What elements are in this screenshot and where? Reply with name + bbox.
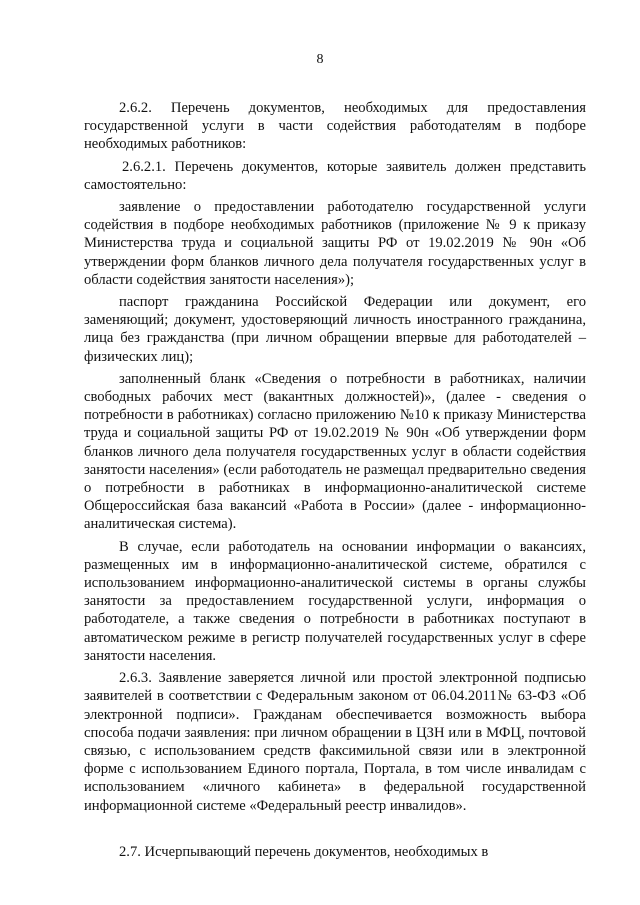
paragraph-2-6-2: 2.6.2. Перечень документов, необходимых для предоставления государственной услуги в части содействия работодателям в подборе необходимых работников: xyxy=(84,100,586,153)
document-body xyxy=(84,99,586,861)
paragraph-application: заявление о предоставлении работодателю государственной услуги содействия в подборе необходимых работников (приложение № 9 к приказу Министерства труда и социальной защиты РФ от 19.02.2019 № 90н «Об утверждении форм бланков личного дела получателя государственных услуг в области содействия занятости населения»); xyxy=(84,199,586,288)
paragraph-case-info-system: В случае, если работодатель на основании информации о вакансиях, размещенных им в информационно-аналитической системе, обратился с использованием информационно-аналитической системы в органы службы занятости за предоставлением государственной услуги, информация о работодателе, а также сведения о потребности в работниках поступают в автоматическом режиме в регистр получателей государственных услуг в сфере занятости населения. xyxy=(84,538,586,664)
paragraph-form-blank: заполненный бланк «Сведения о потребности в работниках, наличии свободных рабочих мест (вакантных должностей)», (далее - сведения о потребности в работниках) согласно приложению №10 к приказу Министерства труда и социальной защиты РФ от 19.02.2019 № 90н «Об утверждении форм бланков личного дела получателя государственных услуг в области содействия занятости населения» (если работодатель не размещал предварительно сведения о потребности в работниках в информационно-аналитической системе Общероссийская база вакансий «Работа в России» (далее - информационно-аналитическая система). xyxy=(84,370,586,533)
page-number: 8 xyxy=(316,52,324,67)
paragraph-2-6-2-1: 2.6.2.1. Перечень документов, которые заявитель должен представить самостоятельно: xyxy=(84,158,586,193)
paragraph-2-7: 2.7. Исчерпывающий перечень документов, необходимых в xyxy=(119,843,489,860)
paragraph-2-6-3: 2.6.3. Заявление заверяется личной или простой электронной подписью заявителей в соответствии с Федеральным законом от 06.04.2011№ 63-ФЗ «Об электронной подписи». Гражданам обеспечивается возможность выбора способа подачи заявления: при личном обращении в ЦЗН или в МФЦ, почтовой связью, с использованием средств факсимильной связи или в электронной форме с использованием Единого портала, Портала, в том числе инвалидам с использованием «личного кабинета» в федеральной государственной информационной системе «Федеральный реестр инвалидов». xyxy=(84,670,586,814)
paragraph-passport: паспорт гражданина Российской Федерации или документ, его заменяющий; документ, удостоверяющий личность иностранного гражданина, лица без гражданства (при личном обращении впервые для работодателей – физических лиц); xyxy=(84,294,586,365)
